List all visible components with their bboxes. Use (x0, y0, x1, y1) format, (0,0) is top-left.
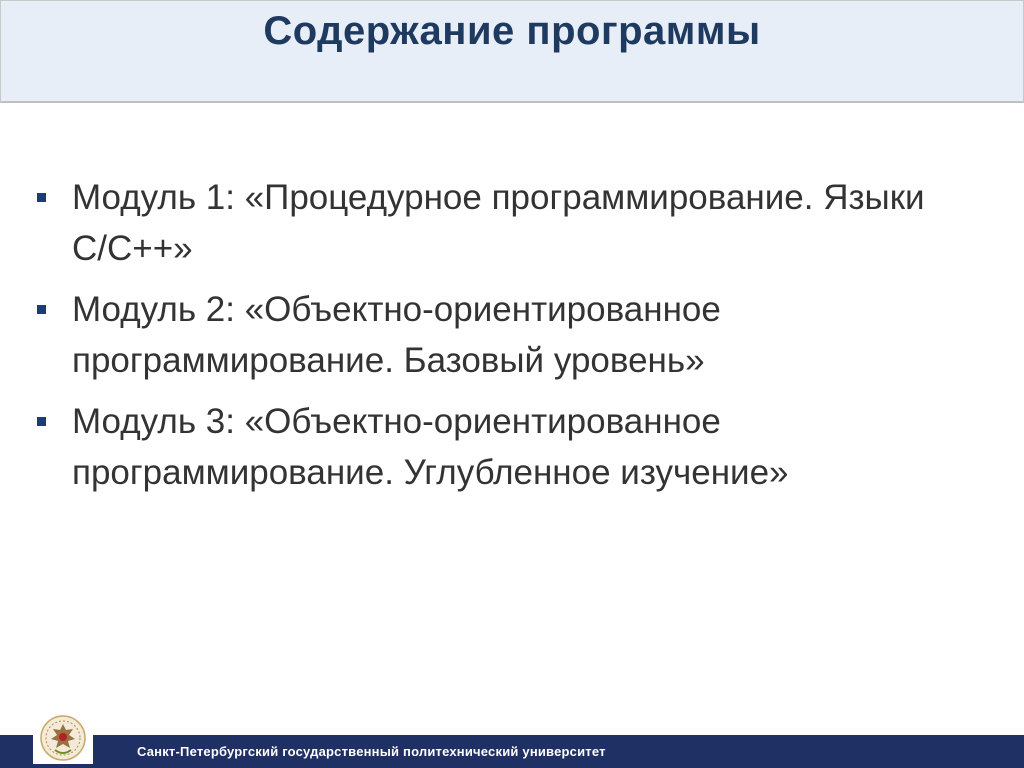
footer-bar (0, 735, 1024, 768)
list-item-text: Модуль 1: «Процедурное программирование. Языки C/C++» (72, 178, 925, 268)
university-emblem-icon (33, 712, 93, 764)
list-item-text: Модуль 3: «Объектно-ориентированное программирование. Углубленное изучение» (72, 402, 789, 492)
list-item-module-1 (30, 172, 990, 274)
list-item-module-2 (30, 284, 990, 386)
square-bullet-icon (37, 193, 46, 202)
slide-title: Содержание программы (263, 9, 761, 53)
square-bullet-icon (37, 305, 46, 314)
list-item-module-3 (30, 396, 990, 498)
square-bullet-icon (37, 417, 46, 426)
list-item-text: Модуль 2: «Объектно-ориентированное программирование. Базовый уровень» (72, 290, 721, 380)
title-bar (0, 0, 1024, 103)
content-list (30, 172, 990, 508)
university-name: Санкт-Петербургский государственный политехнический университет (137, 744, 606, 759)
